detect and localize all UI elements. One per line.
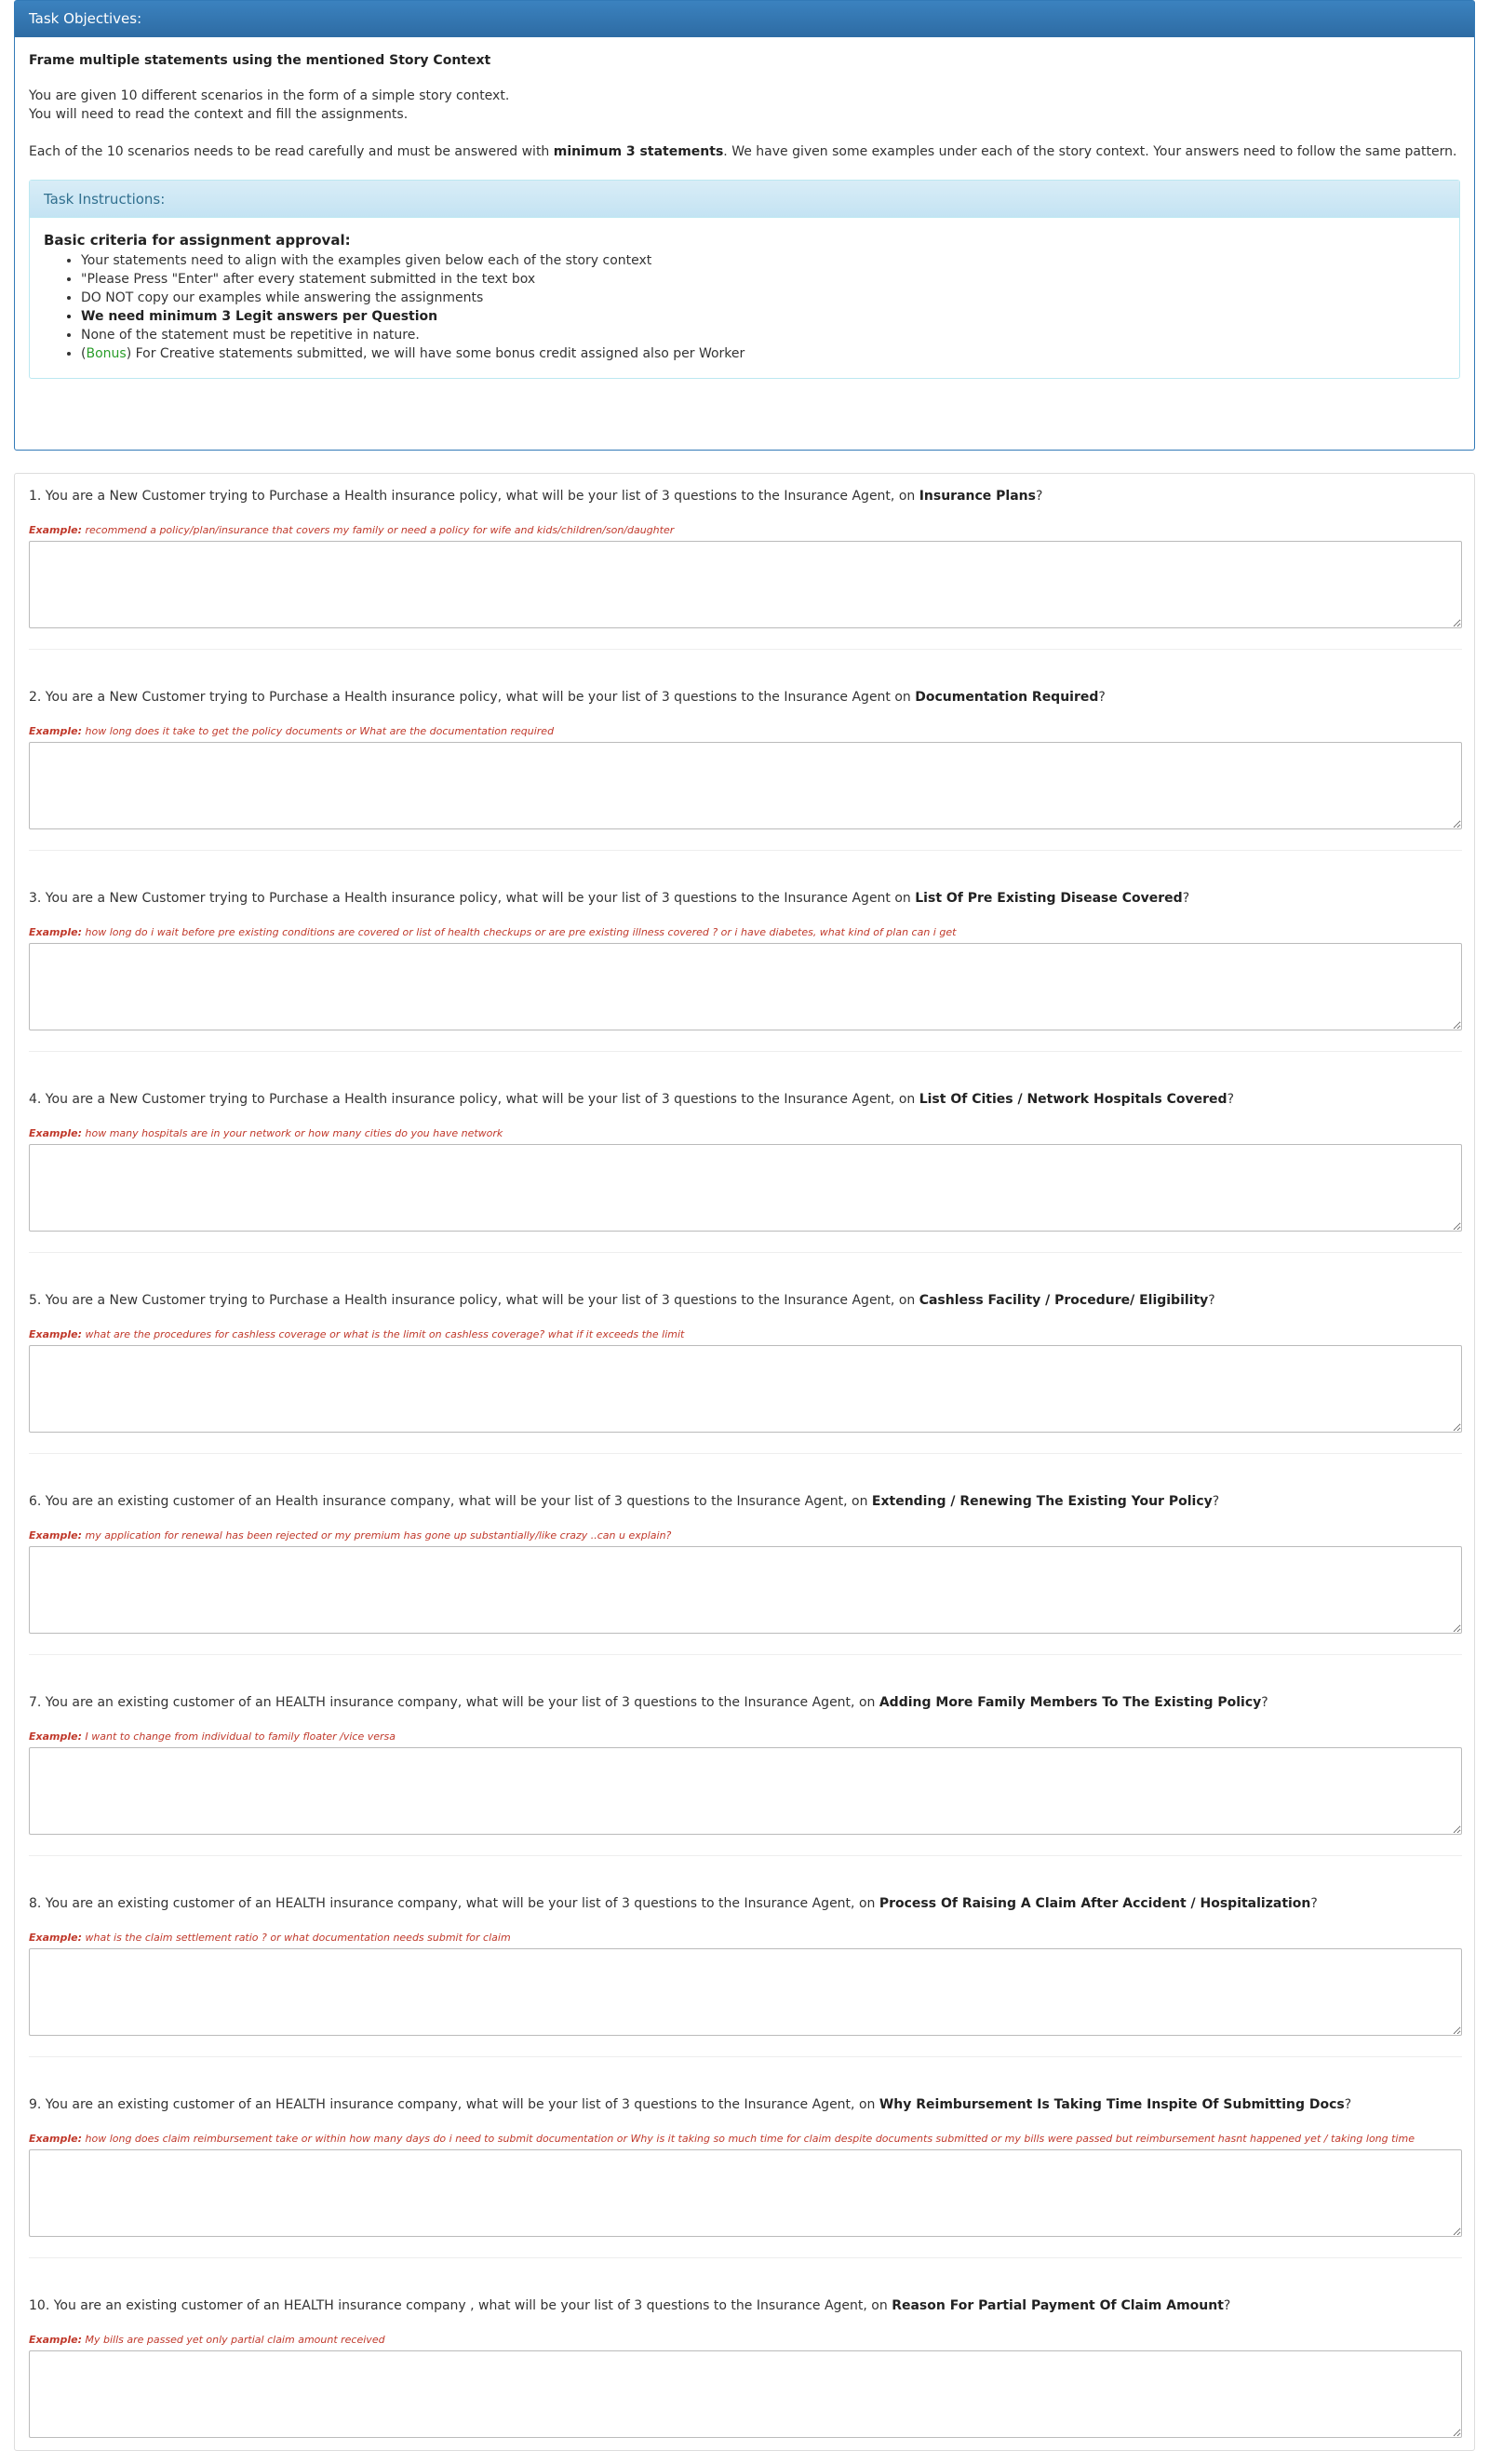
objectives-line-2: You will need to read the context and fill the assignments. <box>29 107 409 122</box>
question-topic-4: List Of Cities / Network Hospitals Covered <box>919 1092 1227 1107</box>
question-topic-5: Cashless Facility / Procedure/ Eligibility <box>919 1293 1209 1308</box>
question-separator <box>29 1855 1462 1856</box>
example-text-3: Example: how long do i wait before pre existing conditions are covered or list of health checkups or are pre existing illness covered ? or i have diabetes, what kind of plan can i get <box>29 926 957 938</box>
instruction-item: • Your statements need to align with the examples given below each of the story context <box>81 251 1445 270</box>
question-text-5: 5. You are a New Customer trying to Purchase a Health insurance policy, what will be your list of 3 questions to the Insurance Agent, on Cashless Facility / Procedure/ Eligibility? <box>29 1293 1215 1308</box>
question-text-3: 3. You are a New Customer trying to Purchase a Health insurance policy, what will be your list of 3 questions to the Insurance Agent on List Of Pre Existing Disease Covered? <box>29 891 1190 906</box>
answer-textarea-3[interactable] <box>29 943 1462 1030</box>
question-topic-9: Why Reimbursement Is Taking Time Inspite Of Submitting Docs <box>879 2097 1345 2112</box>
question-topic-7: Adding More Family Members To The Existing Policy <box>879 1695 1262 1710</box>
objectives-line-1: You are given 10 different scenarios in the form of a simple story context. <box>29 88 510 103</box>
answer-textarea-2[interactable] <box>29 742 1462 829</box>
task-instructions-body <box>30 218 1459 378</box>
answer-textarea-7[interactable] <box>29 1747 1462 1835</box>
example-text-7: Example: I want to change from individual to family floater /vice versa <box>29 1730 396 1743</box>
example-text-2: Example: how long does it take to get the policy documents or What are the documentation required <box>29 725 555 737</box>
question-block-3 <box>29 889 1462 938</box>
question-text-7: 7. You are an existing customer of an HEALTH insurance company, what will be your list of 3 questions to the Insurance Agent, on Adding More Family Members To The Existing Policy? <box>29 1695 1268 1710</box>
question-topic-10: Reason For Partial Payment Of Claim Amount <box>892 2298 1224 2313</box>
answer-textarea-4[interactable] <box>29 1144 1462 1232</box>
example-text-9: Example: how long does claim reimbursement take or within how many days do i need to submit documentation or Why is it taking so much time for claim despite documents submitted or my bills were passed but reimbursement hasnt happened yet / taking long time <box>29 2133 1415 2145</box>
question-text-2: 2. You are a New Customer trying to Purchase a Health insurance policy, what will be your list of 3 questions to the Insurance Agent on Documentation Required? <box>29 690 1106 705</box>
question-block-7 <box>29 1693 1462 1743</box>
task-instructions-heading: Task Instructions: <box>30 181 1459 218</box>
question-block-6 <box>29 1492 1462 1542</box>
objectives-line-3-pre: Each of the 10 scenarios needs to be read carefully and must be answered with <box>29 144 554 159</box>
bonus-label: Bonus <box>86 346 127 361</box>
question-block-5 <box>29 1291 1462 1340</box>
question-block-10 <box>29 2296 1462 2346</box>
question-topic-6: Extending / Renewing The Existing Your Policy <box>871 1494 1213 1509</box>
instructions-list <box>44 251 1445 363</box>
answer-textarea-6[interactable] <box>29 1546 1462 1634</box>
question-block-1 <box>29 487 1462 536</box>
question-separator <box>29 1453 1462 1454</box>
question-topic-8: Process Of Raising A Claim After Accident / Hospitalization <box>879 1896 1311 1911</box>
task-instructions-panel <box>29 180 1460 379</box>
example-text-1: Example: recommend a policy/plan/insurance that covers my family or need a policy for wife and kids/children/son/daughter <box>29 524 675 536</box>
question-block-4 <box>29 1090 1462 1139</box>
task-objectives-panel <box>14 0 1475 451</box>
instruction-item: • "Please Press "Enter" after every statement submitted in the text box <box>81 270 1445 289</box>
task-objectives-heading: Task Objectives: <box>15 1 1474 37</box>
question-separator <box>29 2257 1462 2258</box>
answer-textarea-1[interactable] <box>29 541 1462 628</box>
question-separator <box>29 649 1462 650</box>
example-text-10: Example: My bills are passed yet only partial claim amount received <box>29 2334 385 2346</box>
answer-textarea-5[interactable] <box>29 1345 1462 1433</box>
question-separator <box>29 850 1462 851</box>
instruction-item-bonus: • (Bonus) For Creative statements submitted, we will have some bonus credit assigned also per Worker <box>81 344 1445 363</box>
example-text-4: Example: how many hospitals are in your network or how many cities do you have network <box>29 1127 503 1139</box>
answer-textarea-9[interactable] <box>29 2149 1462 2237</box>
example-text-8: Example: what is the claim settlement ratio ? or what documentation needs submit for claim <box>29 1932 511 1944</box>
question-text-9: 9. You are an existing customer of an HEALTH insurance company, what will be your list of 3 questions to the Insurance Agent, on Why Reimbursement Is Taking Time Inspite Of Submitting Docs? <box>29 2097 1352 2112</box>
question-topic-3: List Of Pre Existing Disease Covered <box>915 891 1183 906</box>
question-separator <box>29 1051 1462 1052</box>
objectives-title: Frame multiple statements using the mentioned Story Context <box>29 53 491 68</box>
question-separator <box>29 2056 1462 2057</box>
question-text-6: 6. You are an existing customer of an Health insurance company, what will be your list of 3 questions to the Insurance Agent, on Extending / Renewing The Existing Your Policy? <box>29 1494 1220 1509</box>
instruction-item: • DO NOT copy our examples while answering the assignments <box>81 289 1445 307</box>
objectives-line-3-post: . We have given some examples under each of the story context. Your answers need to follow the same pattern. <box>723 144 1457 159</box>
question-topic-2: Documentation Required <box>915 690 1099 705</box>
question-text-10: 10. You are an existing customer of an HEALTH insurance company , what will be your list of 3 questions to the Insurance Agent, on Reason For Partial Payment Of Claim Amount? <box>29 2298 1231 2313</box>
task-objectives-body <box>15 37 1474 393</box>
objectives-line-3 <box>29 142 1460 161</box>
instruction-item: • None of the statement must be repetitive in nature. <box>81 326 1445 344</box>
question-text-1: 1. You are a New Customer trying to Purchase a Health insurance policy, what will be your list of 3 questions to the Insurance Agent, on Insurance Plans? <box>29 489 1043 504</box>
objectives-line-3-bold: minimum 3 statements <box>553 144 724 159</box>
question-text-8: 8. You are an existing customer of an HEALTH insurance company, what will be your list of 3 questions to the Insurance Agent, on Process Of Raising A Claim After Accident / Hospitalization? <box>29 1896 1318 1911</box>
question-separator <box>29 1252 1462 1253</box>
example-text-6: Example: my application for renewal has been rejected or my premium has gone up substantially/like crazy ..can u explain? <box>29 1529 672 1542</box>
question-text-4: 4. You are a New Customer trying to Purchase a Health insurance policy, what will be your list of 3 questions to the Insurance Agent, on List Of Cities / Network Hospitals Covered? <box>29 1092 1234 1107</box>
answer-textarea-8[interactable] <box>29 1948 1462 2036</box>
instructions-title: Basic criteria for assignment approval: <box>44 232 351 249</box>
question-topic-1: Insurance Plans <box>919 489 1036 504</box>
question-block-8 <box>29 1894 1462 1944</box>
question-block-2 <box>29 688 1462 737</box>
example-text-5: Example: what are the procedures for cashless coverage or what is the limit on cashless coverage? what if it exceeds the limit <box>29 1328 685 1340</box>
instruction-item: • We need minimum 3 Legit answers per Question <box>81 307 1445 326</box>
question-block-9 <box>29 2095 1462 2145</box>
questions-panel <box>14 473 1475 2451</box>
answer-textarea-10[interactable] <box>29 2350 1462 2438</box>
question-separator <box>29 1654 1462 1655</box>
